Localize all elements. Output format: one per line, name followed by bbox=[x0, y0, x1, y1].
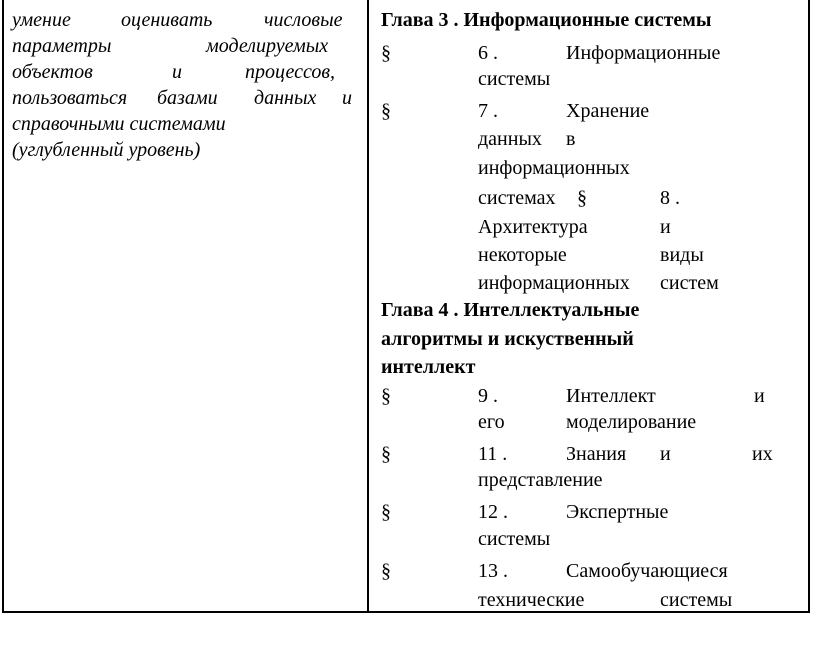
left-text: и bbox=[342, 87, 352, 109]
section-title: Самообучающиеся bbox=[566, 560, 728, 582]
section-number: 7 . bbox=[478, 100, 498, 122]
section-title: системах bbox=[478, 187, 556, 209]
section-title: некоторые bbox=[478, 244, 567, 266]
chapter-4-heading: интеллект bbox=[381, 356, 476, 378]
left-text: базами bbox=[157, 87, 218, 109]
section-sign: § bbox=[577, 187, 587, 209]
left-text: и bbox=[172, 61, 182, 83]
section-title: технические bbox=[478, 589, 585, 611]
left-text: параметры bbox=[12, 35, 112, 57]
section-title: Экспертные bbox=[566, 501, 669, 523]
chapter-4-heading: алгоритмы и искуственный bbox=[381, 328, 634, 350]
section-sign: § bbox=[381, 560, 391, 582]
section-title: и bbox=[660, 216, 671, 238]
section-sign: § bbox=[381, 501, 391, 523]
section-number: 12 . bbox=[478, 501, 508, 523]
section-title: системы bbox=[478, 528, 551, 550]
section-title: моделирование bbox=[566, 411, 697, 433]
section-number: 8 . bbox=[660, 187, 680, 209]
section-sign: § bbox=[381, 42, 391, 64]
section-title: его bbox=[478, 411, 505, 433]
section-sign: § bbox=[381, 385, 391, 407]
chapter-4-heading: Глава 4 . Интеллектуальные bbox=[381, 299, 640, 321]
section-title: представление bbox=[478, 469, 603, 491]
section-title: в bbox=[566, 128, 576, 150]
section-number: 6 . bbox=[478, 42, 498, 64]
left-text: объектов bbox=[12, 61, 93, 83]
left-text: данных bbox=[254, 87, 317, 109]
section-title: данных bbox=[478, 128, 542, 150]
left-text: оценивать bbox=[121, 9, 213, 31]
section-title: их bbox=[752, 443, 773, 465]
section-title: системы bbox=[478, 68, 551, 90]
left-text: моделируемых bbox=[206, 35, 329, 57]
left-text: числовые bbox=[264, 9, 343, 31]
section-number: 11 . bbox=[478, 443, 508, 465]
section-title: информационных bbox=[478, 157, 630, 179]
section-title: и bbox=[660, 443, 671, 465]
column-divider bbox=[367, 0, 369, 613]
section-title: Знания bbox=[566, 443, 627, 465]
section-title: Интеллект bbox=[566, 385, 656, 407]
section-number: 13 . bbox=[478, 560, 508, 582]
left-text: умение bbox=[12, 9, 71, 31]
left-text: справочными системами bbox=[12, 113, 226, 135]
section-title: Информационные bbox=[566, 42, 721, 64]
section-title: Архитектура bbox=[478, 216, 588, 238]
section-sign: § bbox=[381, 443, 391, 465]
section-title: систем bbox=[660, 272, 719, 294]
left-text: (углубленный уровень) bbox=[12, 139, 201, 161]
section-number: 9 . bbox=[478, 385, 498, 407]
section-title: виды bbox=[660, 244, 704, 266]
section-title: и bbox=[754, 385, 765, 407]
section-title: информационных bbox=[478, 272, 630, 294]
left-text: пользоваться bbox=[12, 87, 128, 109]
section-sign: § bbox=[381, 100, 391, 122]
left-text: процессов, bbox=[245, 61, 336, 83]
chapter-3-heading: Глава 3 . Информационные системы bbox=[381, 9, 712, 31]
section-title: системы bbox=[660, 589, 733, 611]
section-title: Хранение bbox=[566, 100, 650, 122]
